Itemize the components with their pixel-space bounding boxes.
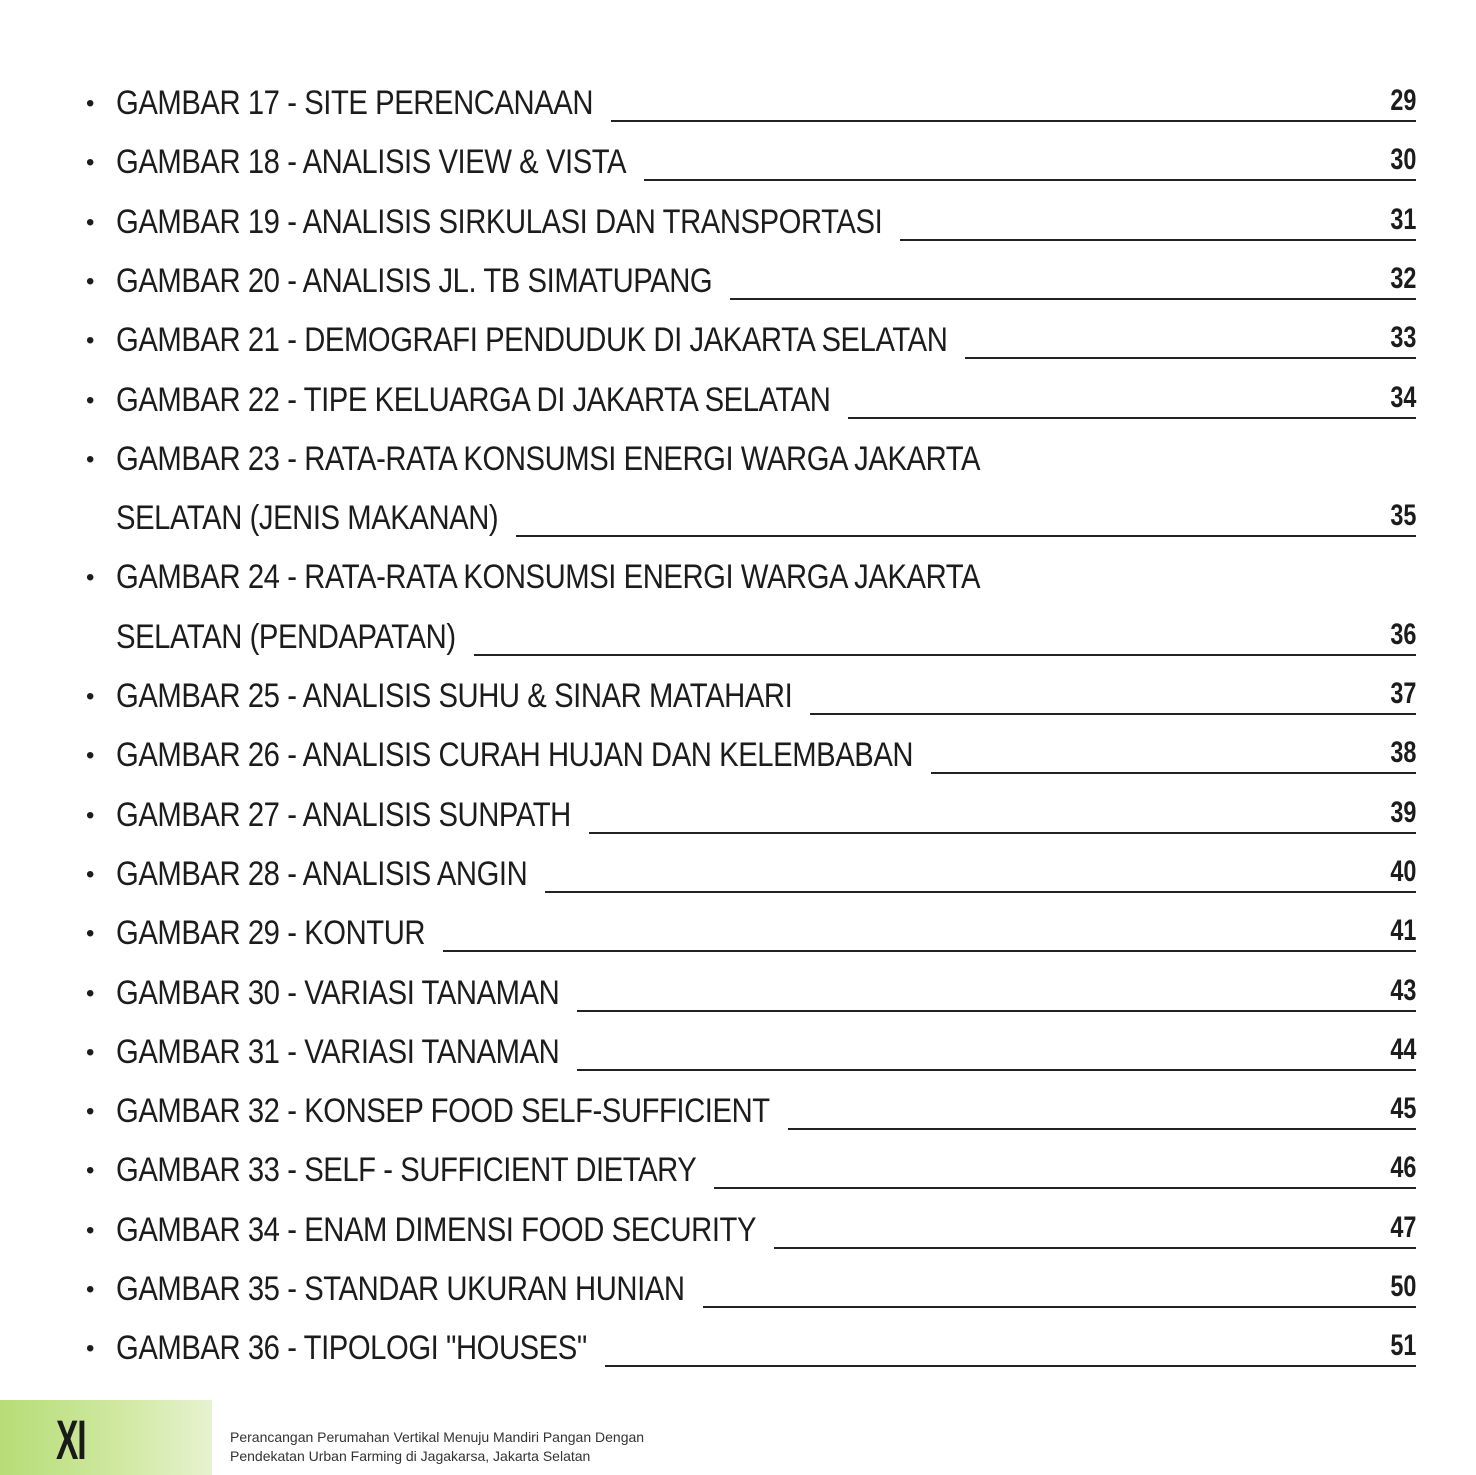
toc-entry-title: GAMBAR 18 - ANALISIS VIEW & VISTA xyxy=(116,143,627,182)
toc-entry[interactable] xyxy=(0,434,1476,553)
bullet-icon: • xyxy=(86,564,95,592)
leader-line xyxy=(545,891,1416,893)
toc-entry-title-continued: SELATAN (PENDAPATAN) xyxy=(116,617,456,656)
toc-entry-title: GAMBAR 33 - SELF - SUFFICIENT DIETARY xyxy=(116,1151,697,1190)
toc-entry-title: GAMBAR 24 - RATA-RATA KONSUMSI ENERGI WARGA JAKARTA xyxy=(116,558,981,597)
toc-entry-page-number: 37 xyxy=(1389,677,1416,710)
bullet-icon: • xyxy=(86,90,95,117)
bullet-icon: • xyxy=(86,1157,95,1185)
toc-entry-title: GAMBAR 21 - DEMOGRAFI PENDUDUK DI JAKARTA SELATAN xyxy=(116,321,948,360)
toc-entry-title-continued: SELATAN (JENIS MAKANAN) xyxy=(116,499,499,538)
leader-line xyxy=(774,1247,1416,1249)
toc-entry-page-number: 41 xyxy=(1389,914,1416,948)
bullet-icon: • xyxy=(86,327,95,355)
toc-entry-title: GAMBAR 35 - STANDAR UKURAN HUNIAN xyxy=(116,1270,685,1308)
leader-line xyxy=(848,417,1416,419)
leader-line xyxy=(474,654,1416,656)
toc-entry[interactable] xyxy=(0,1264,1476,1323)
toc-entry-page-number: 33 xyxy=(1389,321,1416,355)
toc-entry-title: GAMBAR 32 - KONSEP FOOD SELF-SUFFICIENT xyxy=(116,1092,770,1131)
leader-line xyxy=(714,1187,1416,1189)
bullet-icon: • xyxy=(86,801,95,829)
bullet-icon: • xyxy=(86,920,95,948)
toc-entry-page-number: 32 xyxy=(1389,261,1416,295)
leader-line xyxy=(577,1010,1416,1012)
bullet-icon: • xyxy=(86,742,95,770)
bullet-icon: • xyxy=(86,1335,95,1363)
leader-line xyxy=(443,950,1416,952)
leader-line xyxy=(810,713,1416,715)
bullet-icon: • xyxy=(86,1216,95,1244)
bullet-icon: • xyxy=(86,1098,95,1126)
toc-entry-page-number: 44 xyxy=(1389,1032,1416,1066)
toc-entry-page-number: 47 xyxy=(1389,1210,1416,1244)
toc-entry-page-number: 35 xyxy=(1389,499,1416,533)
toc-entry-page-number: 29 xyxy=(1389,84,1416,117)
bullet-icon: • xyxy=(86,208,95,236)
bullet-icon: • xyxy=(86,1276,95,1303)
toc-entry-title: GAMBAR 29 - KONTUR xyxy=(116,914,426,953)
toc-entry[interactable] xyxy=(0,730,1476,789)
footer-caption-line-1: Perancangan Perumahan Vertikal Menuju Mandiri Pangan Dengan xyxy=(230,1429,645,1445)
toc-entry-title: GAMBAR 20 - ANALISIS JL. TB SIMATUPANG xyxy=(116,261,713,300)
toc-entry-page-number: 30 xyxy=(1389,143,1416,177)
toc-entry-title: GAMBAR 31 - VARIASI TANAMAN xyxy=(116,1032,560,1071)
leader-line xyxy=(965,357,1416,359)
page-number-roman: XI xyxy=(56,1408,86,1471)
toc-entry[interactable] xyxy=(0,552,1476,671)
toc-entry[interactable] xyxy=(0,849,1476,908)
toc-entry-title: GAMBAR 36 - TIPOLOGI "HOUSES" xyxy=(116,1329,587,1368)
toc-entry-page-number: 45 xyxy=(1389,1092,1416,1126)
toc-entry-title: GAMBAR 25 - ANALISIS SUHU & SINAR MATAHARI xyxy=(116,677,793,715)
leader-line xyxy=(516,535,1416,537)
toc-entry[interactable] xyxy=(0,1145,1476,1204)
toc-entry[interactable] xyxy=(0,78,1476,137)
toc-entry-title: GAMBAR 27 - ANALISIS SUNPATH xyxy=(116,795,571,834)
toc-entry-title: GAMBAR 23 - RATA-RATA KONSUMSI ENERGI WARGA JAKARTA xyxy=(116,439,981,478)
leader-line xyxy=(900,239,1416,241)
toc-entry-title: GAMBAR 22 - TIPE KELUARGA DI JAKARTA SELATAN xyxy=(116,380,831,419)
toc-entry[interactable] xyxy=(0,1086,1476,1145)
leader-line xyxy=(589,832,1416,834)
bullet-icon: • xyxy=(86,386,95,414)
leader-line xyxy=(611,120,1416,122)
leader-line xyxy=(931,772,1416,774)
toc-entry-title: GAMBAR 26 - ANALISIS CURAH HUJAN DAN KELEMBABAN xyxy=(116,736,914,775)
toc-entry-title: GAMBAR 17 - SITE PERENCANAAN xyxy=(116,84,594,122)
toc-entry-page-number: 34 xyxy=(1389,380,1416,414)
toc-entry[interactable] xyxy=(0,1323,1476,1382)
leader-line xyxy=(577,1069,1416,1071)
toc-entry[interactable] xyxy=(0,197,1476,256)
bullet-icon: • xyxy=(86,860,95,888)
toc-entry[interactable] xyxy=(0,790,1476,849)
toc-entry-page-number: 40 xyxy=(1389,854,1416,888)
toc-entry-title: GAMBAR 28 - ANALISIS ANGIN xyxy=(116,854,528,893)
toc-entry[interactable] xyxy=(0,671,1476,730)
toc-entry-page-number: 36 xyxy=(1389,617,1416,651)
bullet-icon: • xyxy=(86,445,95,473)
toc-entry[interactable] xyxy=(0,908,1476,967)
leader-line xyxy=(788,1128,1416,1130)
bullet-icon: • xyxy=(86,1038,95,1066)
bullet-icon: • xyxy=(86,267,95,295)
toc-entry[interactable] xyxy=(0,968,1476,1027)
toc-entry-page-number: 51 xyxy=(1389,1329,1416,1363)
toc-entry[interactable] xyxy=(0,375,1476,434)
toc-entry-title: GAMBAR 19 - ANALISIS SIRKULASI DAN TRANSPORTASI xyxy=(116,202,883,241)
footer-caption xyxy=(230,1428,644,1466)
toc-entry-page-number: 31 xyxy=(1389,202,1416,236)
toc-entry-page-number: 39 xyxy=(1389,795,1416,829)
leader-line xyxy=(703,1306,1416,1308)
toc-entry-title: GAMBAR 34 - ENAM DIMENSI FOOD SECURITY xyxy=(116,1210,757,1249)
bullet-icon: • xyxy=(86,979,95,1007)
toc-entry-page-number: 50 xyxy=(1389,1270,1416,1303)
toc-entry-page-number: 38 xyxy=(1389,736,1416,770)
toc-entry[interactable] xyxy=(0,1205,1476,1264)
bullet-icon: • xyxy=(86,683,95,710)
toc-entry[interactable] xyxy=(0,1027,1476,1086)
toc-entry[interactable] xyxy=(0,256,1476,315)
bullet-icon: • xyxy=(86,149,95,177)
leader-line xyxy=(605,1365,1416,1367)
toc-entry-page-number: 46 xyxy=(1389,1151,1416,1185)
footer-green-band xyxy=(0,1400,212,1475)
toc-entry[interactable] xyxy=(0,137,1476,196)
leader-line xyxy=(730,298,1416,300)
toc-entry[interactable] xyxy=(0,315,1476,374)
toc-entry-title: GAMBAR 30 - VARIASI TANAMAN xyxy=(116,973,560,1012)
toc-entry-page-number: 43 xyxy=(1389,973,1416,1007)
leader-line xyxy=(644,179,1416,181)
footer-caption-line-2: Pendekatan Urban Farming di Jagakarsa, Jakarta Selatan xyxy=(230,1448,591,1464)
